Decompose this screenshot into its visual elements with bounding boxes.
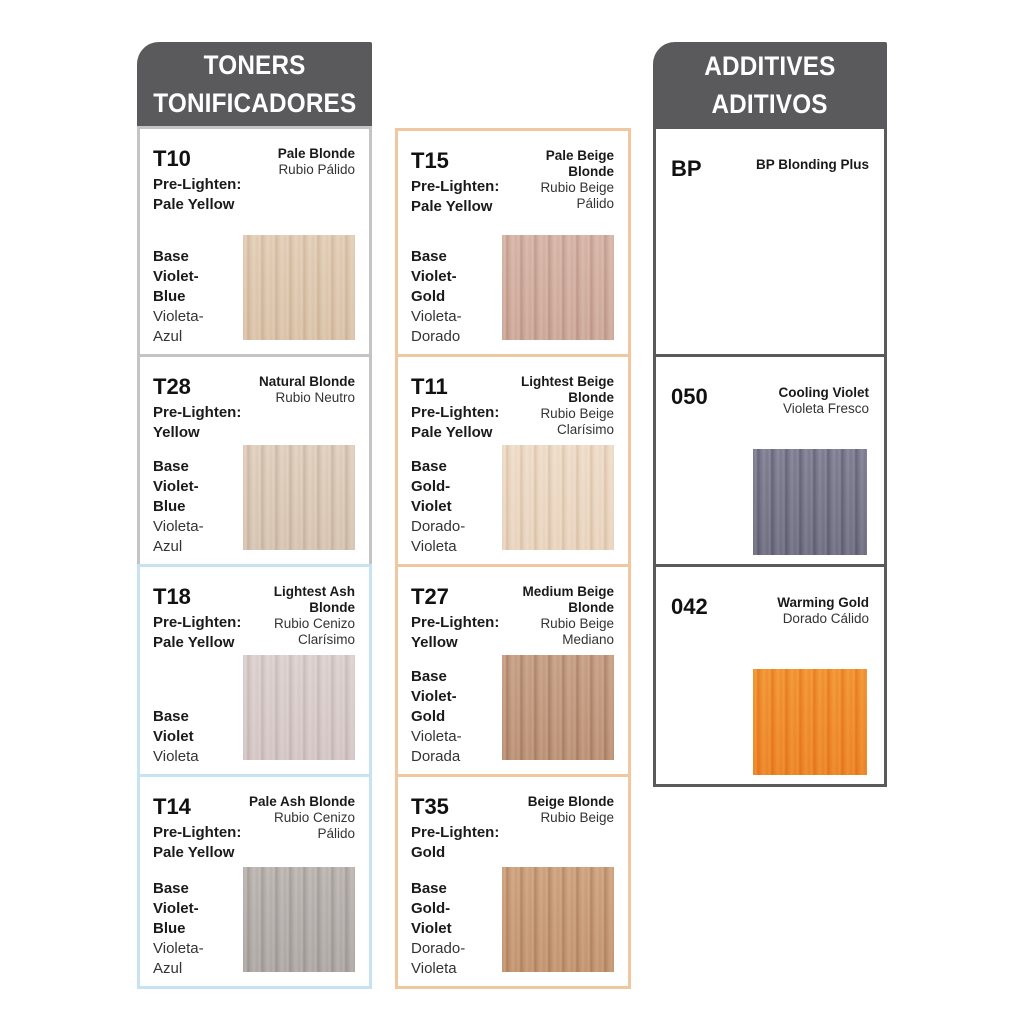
base-label <box>153 707 243 767</box>
toner-card <box>395 564 631 777</box>
additive-card <box>653 354 887 567</box>
additive-name-es: Dorado Cálido <box>782 611 869 626</box>
toner-name <box>225 374 355 406</box>
additive-name <box>729 157 869 173</box>
toner-name-en: Beige Blonde <box>527 794 614 809</box>
toner-name-en: Natural Blonde <box>258 374 355 389</box>
toner-code: T27 <box>411 584 449 609</box>
additive-card <box>653 564 887 787</box>
base-name-es: Violeta <box>153 748 199 765</box>
pre-lighten-label: Pre-Lighten: Pale Yellow <box>411 404 500 441</box>
additive-code: 050 <box>671 384 708 409</box>
base-name-en: Base Violet- Blue <box>153 880 199 937</box>
toner-code: T18 <box>153 584 191 609</box>
toner-name-es: Rubio Pálido <box>278 162 355 177</box>
additives-header-subtitle: ADITIVOS <box>711 89 829 119</box>
base-label <box>411 667 501 767</box>
additive-name-en: BP Blonding Plus <box>755 157 869 172</box>
additive-name <box>729 385 869 417</box>
pre-lighten-label: Pre-Lighten: Pale Yellow <box>411 178 500 215</box>
toner-name-es: Rubio Cenizo Clarísimo <box>273 616 355 647</box>
toner-code: T15 <box>411 148 449 173</box>
base-name-es: Violeta- Azul <box>153 940 204 977</box>
additives-header-title: ADDITIVES <box>704 51 836 81</box>
toner-card <box>395 354 631 567</box>
base-label <box>411 457 501 557</box>
base-name-en: Base Violet- Gold <box>411 668 457 725</box>
additives-header <box>653 42 887 128</box>
toner-card <box>395 774 631 989</box>
toner-name-es: Rubio Beige Mediano <box>540 616 614 647</box>
toner-code: T10 <box>153 146 191 171</box>
base-label <box>411 247 501 347</box>
hair-swatch <box>243 445 355 550</box>
toners-header <box>137 42 372 126</box>
hair-swatch <box>753 449 867 555</box>
toner-code: T14 <box>153 794 191 819</box>
toners-header-subtitle: TONIFICADORES <box>152 88 357 118</box>
base-name-es: Dorado- Violeta <box>411 940 466 977</box>
hair-swatch <box>243 235 355 340</box>
pre-lighten-label: Pre-Lighten: Gold <box>411 824 500 861</box>
toner-code: T11 <box>411 374 448 399</box>
toner-name-es: Rubio Beige <box>540 810 614 825</box>
base-name-es: Violeta- Dorado <box>411 308 462 345</box>
additive-name-es: Violeta Fresco <box>782 401 869 416</box>
base-name-en: Base Gold- Violet <box>411 880 452 937</box>
toner-name-en: Pale Beige Blonde <box>545 148 614 179</box>
toner-card <box>137 564 372 777</box>
pre-lighten-label: Pre-Lighten: Pale Yellow <box>153 824 242 861</box>
toner-name-en: Lightest Ash Blonde <box>273 584 355 615</box>
toner-code: T28 <box>153 374 191 399</box>
pre-lighten-label: Pre-Lighten: Yellow <box>153 404 242 441</box>
hair-swatch <box>502 867 614 972</box>
additive-name-en: Cooling Violet <box>778 385 869 400</box>
toner-card <box>137 126 372 357</box>
additive-card <box>653 126 887 357</box>
additive-name <box>729 595 869 627</box>
base-label <box>411 879 501 979</box>
base-name-en: Base Violet- Gold <box>411 248 457 305</box>
hair-swatch <box>502 445 614 550</box>
toner-card <box>137 354 372 567</box>
base-name-en: Base Violet <box>153 708 194 745</box>
additive-name-en: Warming Gold <box>777 595 869 610</box>
base-name-es: Dorado- Violeta <box>411 518 466 555</box>
additive-code: BP <box>671 156 702 181</box>
base-name-en: Base Violet- Blue <box>153 248 199 305</box>
pre-lighten-label: Pre-Lighten: Pale Yellow <box>153 176 242 213</box>
base-name-es: Violeta- Azul <box>153 518 204 555</box>
toner-name <box>484 794 614 826</box>
base-name-en: Base Violet- Blue <box>153 458 199 515</box>
toner-code: T35 <box>411 794 449 819</box>
base-label <box>153 879 243 979</box>
toners-header-title: TONERS <box>203 50 306 80</box>
toner-name <box>225 146 355 178</box>
pre-lighten-label: Pre-Lighten: Yellow <box>411 614 500 651</box>
toner-name-es: Rubio Beige Clarísimo <box>540 406 614 437</box>
hair-swatch <box>502 235 614 340</box>
hair-swatch <box>243 867 355 972</box>
base-name-es: Violeta- Azul <box>153 308 204 345</box>
toner-card <box>395 128 631 357</box>
base-name-es: Violeta- Dorada <box>411 728 462 765</box>
toner-name-es: Rubio Cenizo Pálido <box>273 810 355 841</box>
base-name-en: Base Gold- Violet <box>411 458 452 515</box>
base-label <box>153 247 243 347</box>
toner-name-en: Lightest Beige Blonde <box>520 374 614 405</box>
base-label <box>153 457 243 557</box>
hair-swatch <box>502 655 614 760</box>
toner-name-es: Rubio Beige Pálido <box>540 180 614 211</box>
toner-name-en: Medium Beige Blonde <box>522 584 614 615</box>
hair-swatch <box>753 669 867 775</box>
toner-card <box>137 774 372 989</box>
additive-code: 042 <box>671 594 708 619</box>
toner-name-es: Rubio Neutro <box>275 390 355 405</box>
toner-name-en: Pale Blonde <box>277 146 355 161</box>
toner-name-en: Pale Ash Blonde <box>248 794 355 809</box>
hair-swatch <box>243 655 355 760</box>
pre-lighten-label: Pre-Lighten: Pale Yellow <box>153 614 242 651</box>
